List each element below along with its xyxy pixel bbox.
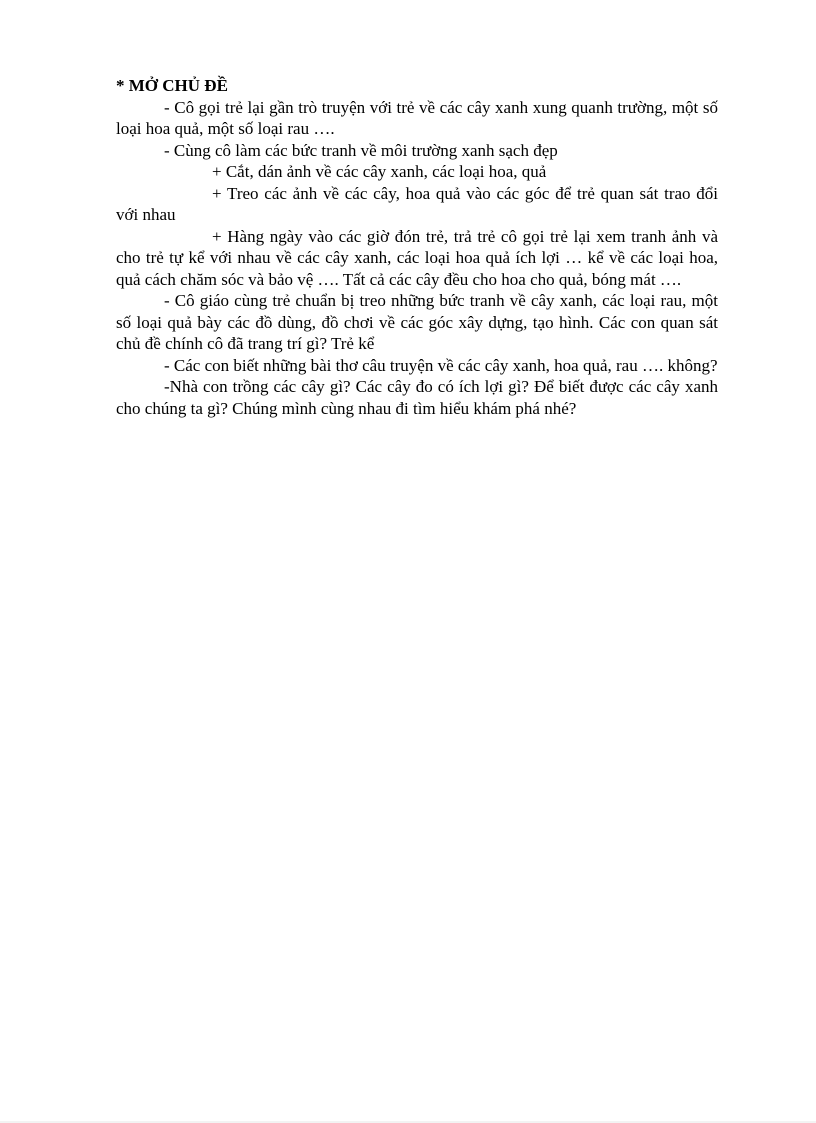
document-body xyxy=(116,75,718,419)
paragraph-hang-pictures: + Treo các ảnh về các cây, hoa quả vào các góc để trẻ quan sát trao đổi với nhau xyxy=(116,183,718,224)
paragraph-cut-paste: + Cắt, dán ảnh về các cây xanh, các loại hoa, quả xyxy=(212,162,547,181)
paragraph-poems-stories: - Các con biết những bài thơ câu truyện về các cây xanh, hoa quả, rau …. không? xyxy=(164,355,718,375)
paragraph-prepare-pictures: - Cô giáo cùng trẻ chuẩn bị treo những bức tranh về cây xanh, các loại rau, một số loại quả bày các đồ dùng, đồ chơi về các góc xây dựng, tạo hình. Các con quan sát chủ đề chính cô đã trang trí gì? Trẻ kể xyxy=(116,291,718,353)
section-heading: * MỞ CHỦ ĐỀ xyxy=(116,76,228,95)
paragraph-greeting: - Cô gọi trẻ lại gần trò truyện với trẻ về các cây xanh xung quanh trường, một số loại hoa quả, một số loại rau …. xyxy=(116,97,718,138)
paragraph-make-pictures: - Cùng cô làm các bức tranh về môi trường xanh sạch đẹp xyxy=(164,140,558,160)
paragraph-explore: -Nhà con trồng các cây gì? Các cây đo có ích lợi gì? Để biết được các cây xanh cho chúng ta gì? Chúng mình cùng nhau đi tìm hiểu khám phá nhé? xyxy=(116,377,718,418)
paragraph-daily-viewing: + Hàng ngày vào các giờ đón trẻ, trả trẻ cô gọi trẻ lại xem tranh ảnh và cho trẻ tự kể với nhau về các cây xanh, các loại hoa quả ích lợi … kể về các loại hoa, quả cách chăm sóc và bảo vệ …. Tất cả các cây đều cho hoa cho quả, bóng mát …. xyxy=(116,226,718,289)
